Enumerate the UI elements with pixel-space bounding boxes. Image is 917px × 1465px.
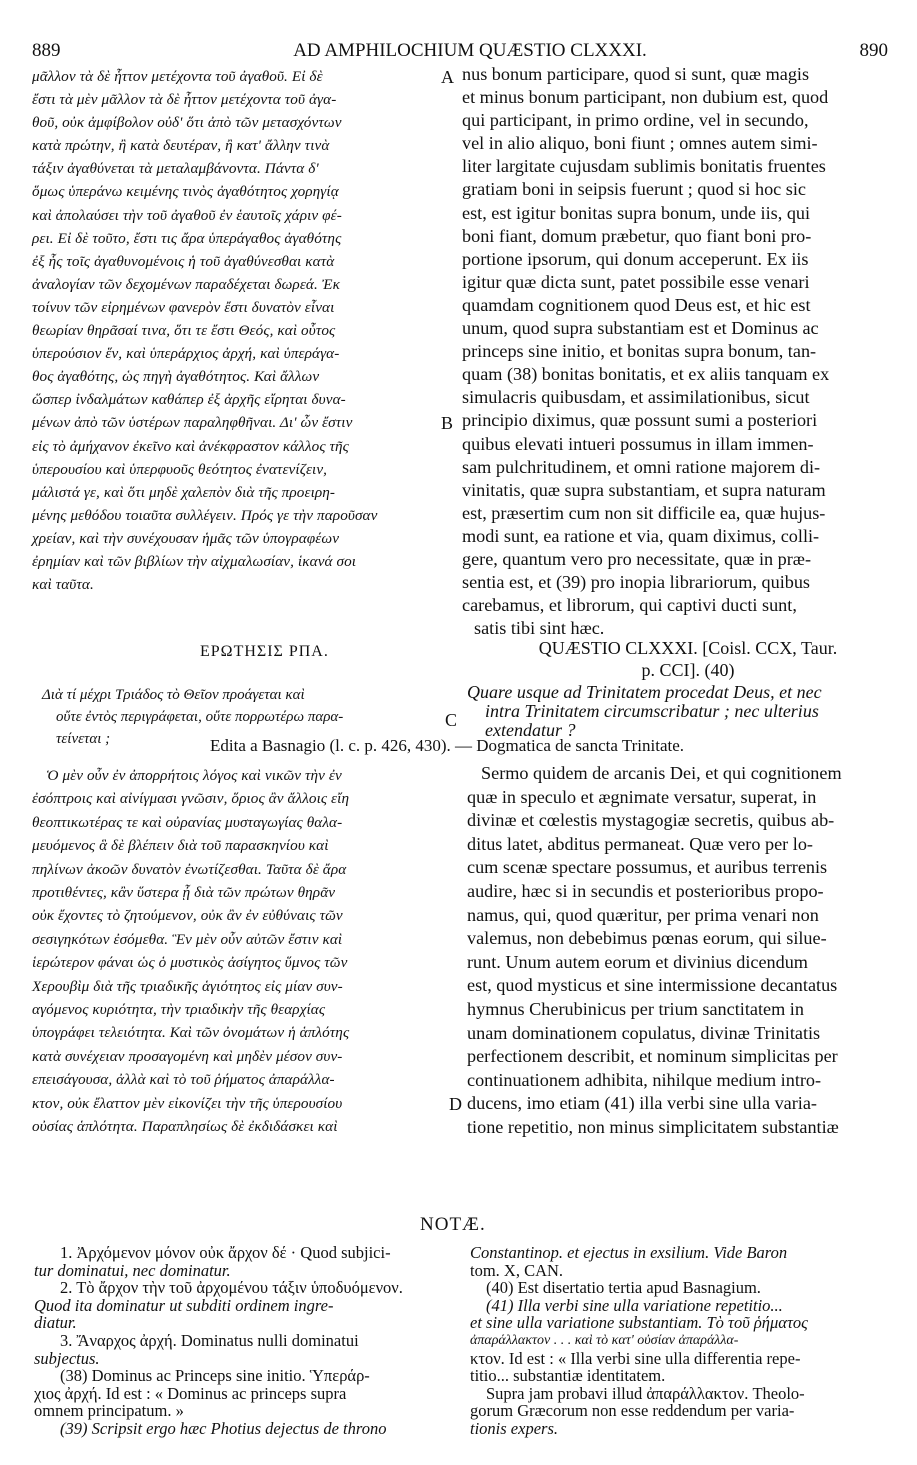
greek-section-heading: ΕΡΩΤΗΣΙΣ ΡΠΑ. [200, 643, 329, 660]
text-line: σεσιγηκότων ἐσόμεθα. Ἓν μὲν οὖν αὐτῶν ἔστιν καὶ [32, 930, 343, 948]
text-line: qui participant, in primo ordine, vel in secundo, [462, 110, 809, 131]
text-line: divinæ et cœlestis mystagogiæ secretis, quibus ab- [467, 810, 835, 831]
text-line: quibus elevati intueri possumus in illam immen- [462, 433, 814, 454]
text-line: καὶ ἀπολαύσει τὴν τοῦ ἀγαθοῦ ἐν ἑαυτοῖς χάριν φέ- [32, 206, 342, 224]
text-line: quamdam cognitionem quod Deus est, et hic est [462, 294, 811, 315]
running-title: AD AMPHILOCHIUM QUÆSTIO CLXXXI. [293, 40, 647, 61]
text-line: nus bonum participare, quod si sunt, quæ magis [462, 64, 810, 84]
text-line: continuationem adhibita, nihilque medium intro- [467, 1069, 822, 1090]
text-line: μευόμενος ἃ δὲ βλέπειν διὰ τοῦ παρασκηνίου καὶ [32, 837, 329, 855]
text-line: προτιθέντες, κἂν ὕστερα ᾖ διὰ τῶν πρώτων θηρᾶν [32, 884, 336, 902]
text-line: quæ in speculo et ægnimate versatur, superat, in [467, 786, 817, 807]
text-line: modi sunt, ea ratione et via, quam diximus, colli- [462, 525, 820, 546]
text-line: igitur quæ dicta sunt, patet possibile esse venari [462, 271, 810, 292]
text-line: simulacris quibusdam, et assimilationibus, sicut [462, 387, 810, 408]
edition-note: Edita a Basnagio (l. c. p. 426, 430). — Dogmatica de sancta Trinitate. [210, 736, 685, 755]
note-line: diatur. [34, 1313, 77, 1333]
note-line: 2. Τὸ ἄρχον τὴν τοῦ ἀρχομένου τάξιν ὑποδυόμενον. [60, 1278, 403, 1298]
note-line: gorum Græcorum non esse reddendum per varia- [470, 1401, 795, 1421]
text-line: intra Trinitatem circumscribatur ; nec ulterius [485, 701, 819, 721]
text-line: ρει. Εἰ δὲ τοῦτο, ἔστι τις ἄρα ὑπεράγαθος ἀγαθότης [32, 229, 342, 247]
text-line: liter largitate cujusdam sublimis bonitatis fruentes [462, 156, 826, 177]
greek-column-top [32, 65, 377, 596]
text-line: κατὰ συνέχειαν προσαγομένη καὶ μηδὲν μέσον συν- [32, 1047, 343, 1065]
text-line: ὑπερούσιον ἕν, καὶ ὑπεράρχιος ἀρχή, καὶ ὑπεράγα- [32, 345, 340, 363]
note-line: κτον. Id est : « Illa verbi sine ulla differentia repe- [470, 1348, 801, 1368]
text-line: et minus bonum participant, non dubium est, quod [462, 87, 829, 108]
text-line: ὥσπερ ἰνδαλμάτων καθάπερ ἐξ ἀρχῆς εἴρηται δυνα- [32, 391, 346, 409]
text-line: vel in alio aliquo, boni fiunt ; omnes autem simi- [462, 133, 818, 154]
text-line: Sermo quidem de arcanis Dei, et qui cognitionem [481, 763, 842, 783]
margin-letter-d: D [449, 1094, 462, 1114]
latin-heading-line: p. CCI]. (40) [641, 660, 735, 680]
text-line: πηλίνων ἀκοῶν δυνατὸν ἐνωτίζεσθαι. Ταῦτα δὲ ἄρα [32, 860, 347, 878]
text-line: principio diximus, quæ possunt sumi a posteriori [462, 410, 818, 431]
text-line: οὔτε ἐντὸς περιγράφεται, οὔτε πορρωτέρω παρα- [56, 709, 344, 725]
note-line: Quod ita dominatur ut subditi ordinem ingre- [34, 1295, 334, 1315]
text-line: princeps sine initio, et bonitas supra bonum, tan- [462, 341, 817, 362]
text-line: cum scenæ spectare possumus, et auribus terrenis [467, 857, 828, 878]
note-line: tionis expers. [470, 1418, 558, 1438]
greek-column-bottom [32, 764, 349, 1139]
text-line: ducens, imo etiam (41) illa verbi sine ulla varia- [467, 1093, 817, 1114]
text-line: επεισάγουσα, ἀλλὰ καὶ τὸ τοῦ ῥήματος ἀπαράλλα- [32, 1071, 335, 1089]
text-line: portione ipsorum, qui donum acceperunt. Ex iis [462, 248, 809, 269]
note-line: (38) Dominus ac Princeps sine initio. Ὑπεράρ- [60, 1366, 370, 1386]
text-line: οὐκ ἔχοντες τὸ ζητούμενον, οὐκ ἂν ἐν εὐθύναις τῶν [32, 907, 343, 925]
text-line: εἰς τὸ ἀμήχανον ἐκεῖνο καὶ ἀνέκφραστον κάλλος τῆς [32, 437, 349, 455]
text-line: gere, quantum vero pro necessitate, quæ in præ- [462, 548, 811, 569]
text-line: Quare usque ad Trinitatem procedat Deus, et nec [467, 682, 822, 702]
page-number-right: 890 [859, 40, 888, 61]
text-line: μένης μεθόδου τοιαῦτα συλλέγειν. Πρός γε τὴν παροῦσαν [32, 506, 378, 524]
text-line: valemus, non debebimus pœnas eorum, qui siluе- [467, 928, 827, 949]
text-line: runt. Unum autem eorum et divinius dicendum [467, 951, 808, 972]
text-line: ditus latet, abditus permaneat. Quæ vero per lo- [467, 833, 813, 854]
text-line: μένων ἀπὸ τῶν ὑστέρων παραληφθῆναι. Δι' ὧν ἔστιν [32, 414, 353, 432]
note-line: Supra jam probavi illud ἀπαράλλακτον. Theolo- [486, 1383, 805, 1403]
latin-heading-line: QUÆSTIO CLXXXI. [Coisl. CCX, Taur. [538, 638, 838, 658]
notes-title: NOTÆ. [420, 1214, 486, 1235]
note-line: (39) Scripsit ergo hæc Photius dejectus de throno [60, 1418, 387, 1438]
note-line: χιος ἀρχή. Id est : « Dominus ac princeps supra [34, 1383, 347, 1403]
note-line: omnem principatum. » [34, 1401, 184, 1421]
text-line: χρείαν, καὶ τὴν συνέχουσαν ἡμᾶς τῶν ὑπογραφέων [32, 529, 340, 547]
text-line: extendatur ? [485, 720, 576, 740]
text-line: ὅμως ὑπεράνω κειμένης τινὸς ἀγαθότητος χορηγίᾳ [32, 183, 339, 201]
page-number-left: 889 [32, 40, 61, 61]
text-line: κτον, οὐκ ἔλαττον μὲν εἰκονίζει τὴν τῆς ὑπερουσίου [32, 1094, 343, 1112]
text-line: τάξιν ἀγαθύνεται τὰ μεταλαμβάνοντα. Πάντα δ' [32, 160, 319, 178]
text-line: μάλιστά γε, καὶ ὅτι μηδὲ χαλεπὸν διὰ τῆς προειρη- [32, 483, 336, 501]
text-line: unam dominationem copulatus, divinæ Trinitatis [467, 1022, 821, 1043]
note-line: ἀπαράλλακτον . . . καὶ τὸ κατ' οὐσίαν ἀπαράλλα- [470, 1332, 739, 1348]
text-line: μᾶλλον τὰ δὲ ἧττον μετέχοντα τοῦ ἀγαθοῦ. Εἰ δὲ [32, 68, 323, 85]
margin-letter-a: A [441, 67, 454, 87]
notes-left-column [34, 1244, 403, 1438]
text-line: ἔστι τὰ μὲν μᾶλλον τὰ δὲ ἧττον μετέχοντα τοῦ ἀγα- [32, 91, 337, 109]
text-line: Ὁ μὲν οὖν ἐν ἀπορρήτοις λόγος καὶ νικῶν τὴν ἐν [46, 767, 342, 784]
note-line: tom. X, CAN. [470, 1260, 564, 1280]
margin-letter-b: B [441, 413, 454, 433]
text-line: vinitatis, quæ supra substantiam, et supra naturam [462, 479, 826, 500]
note-line: tur dominatui, nec dominatur. [34, 1260, 231, 1280]
text-line: θεοπτικωτέρας τε καὶ οὐρανίας μυσταγωγίας θαλα- [32, 813, 343, 831]
text-line: Χερουβὶμ διὰ τῆς τριαδικῆς ἁγιότητος εἰς μίαν συν- [32, 977, 343, 995]
text-line: satis tibi sint hæc. [474, 618, 605, 639]
text-line: καὶ ταῦτα. [32, 576, 94, 594]
note-line: 1. Ἀρχόμενον μόνον οὐκ ἄρχον δέ · Quod subjici- [60, 1243, 391, 1262]
text-line: ὑπερουσίου καὶ ὑπερφυοῦς θεότητος ἐνατενίζειν, [32, 460, 328, 478]
text-line: tione repetitio, non minus simplicitatem substantiæ [467, 1116, 839, 1137]
text-line: αγόμενος κυριότητα, τὴν τριαδικὴν τῆς θεαρχίας [32, 1001, 326, 1019]
text-line: ἐρημίαν καὶ τῶν βιβλίων τὴν αἰχμαλωσίαν, ἱκανά σοι [32, 552, 357, 570]
text-line: unum, quod supra substantiam est et Dominus ac [462, 318, 819, 339]
text-line: hymnus Cherubinicus per trium sanctitatem in [467, 998, 804, 1019]
latin-section-heading [478, 637, 898, 681]
text-line: est, est igitur bonitas supra bonum, unde iis, qui [462, 202, 811, 223]
text-line: boni fiant, domum præbetur, quo fiant boni pro- [462, 225, 812, 246]
text-line: οὐσίας ἁπλότητα. Παραπλησίως δὲ ἐκδιδάσκει καὶ [32, 1118, 338, 1136]
text-line: θεωρίαν θηρᾶσαί τινα, ὅτι τε ἔστι Θεός, καὶ οὗτος [32, 322, 336, 340]
note-line: Constantinop. et ejectus in exsilium. Vide Baron [470, 1243, 788, 1262]
note-line: et sine ulla variatione substantiam. Τὸ τοῦ ῥήματος [470, 1313, 808, 1333]
text-line: ἱερώτερον φάναι ὡς ὁ μυστικὸς ἀσίγητος ὕμνος τῶν [32, 954, 348, 972]
text-line: θοῦ, οὐκ ἀμφίβολον οὐδ' ὅτι ἀπὸ τῶν μετασχόντων [32, 114, 342, 132]
latin-column-top [462, 63, 829, 640]
note-line: subjectus. [34, 1348, 100, 1368]
text-line: est, præsertim cum non sit difficile ea, quæ hujus- [462, 502, 826, 523]
text-line: gratiam boni in seipsis fuerunt ; quod si hoc sic [462, 179, 806, 200]
text-line: κατὰ πρώτην, ἢ κατὰ δευτέραν, ἢ κατ' ἄλλην τινὰ [32, 137, 330, 155]
text-line: quam (38) bonitas bonitatis, et ex aliis tanquam ex [462, 364, 830, 385]
text-line: ἀναλογίαν τῶν δεχομένων παραδέχεται δωρεά. Ἐκ [32, 275, 341, 293]
notes-right-column [470, 1244, 808, 1438]
text-line: ὑπογράφει τελειότητα. Καὶ τῶν ὀνομάτων ἡ ἁπλότης [32, 1024, 350, 1042]
text-line: ἐσόπτροις καὶ αἰνίγμασι γνῶσιν, ὅριος ἂν ἄλλοις εἴη [32, 790, 350, 808]
text-line: Διὰ τί μέχρι Τριάδος τὸ Θεῖον προάγεται καὶ [42, 687, 305, 703]
note-line: (40) Est disertatio tertia apud Basnagium. [486, 1278, 761, 1298]
margin-letter-c: C [445, 710, 458, 730]
latin-question [467, 683, 822, 740]
note-line: (41) Illa verbi sine ulla variatione repetitio... [486, 1295, 783, 1315]
text-line: namus, qui, quod quæritur, per prima venari non [467, 904, 819, 925]
text-line: audire, hæc si in secundis et posterioribus propo- [467, 880, 824, 901]
note-line: titio... substantiæ identitatem. [470, 1366, 666, 1386]
text-line: est, quod mysticus et sine intermissione decantatus [467, 975, 838, 996]
text-line: perfectionem describit, et nominum simplicitas per [467, 1046, 838, 1067]
text-line: ἐξ ἧς τοῖς ἀγαθυνομένοις ἡ τοῦ ἀγαθύνεσθαι κατὰ [32, 252, 335, 270]
text-line: sam pulchritudinem, et omni ratione majorem di- [462, 456, 821, 477]
text-line: τοίνυν τῶν εἰρημένων φανερὸν ἔστι δυνατὸν εἶναι [32, 298, 335, 316]
text-line: τείνεται ; [56, 731, 111, 747]
note-line: 3. Ἄναρχος ἀρχή. Dominatus nulli dominatui [60, 1330, 359, 1350]
text-line: sentia est, et (39) pro inopia librariorum, quibus [462, 572, 811, 593]
latin-column-bottom [467, 762, 842, 1140]
text-line: θος ἀγαθότης, ὡς πηγὴ ἀγαθότητος. Καὶ ἄλλων [32, 368, 320, 386]
text-line: carebamus, et librorum, qui captivi ducti sunt, [462, 595, 797, 616]
